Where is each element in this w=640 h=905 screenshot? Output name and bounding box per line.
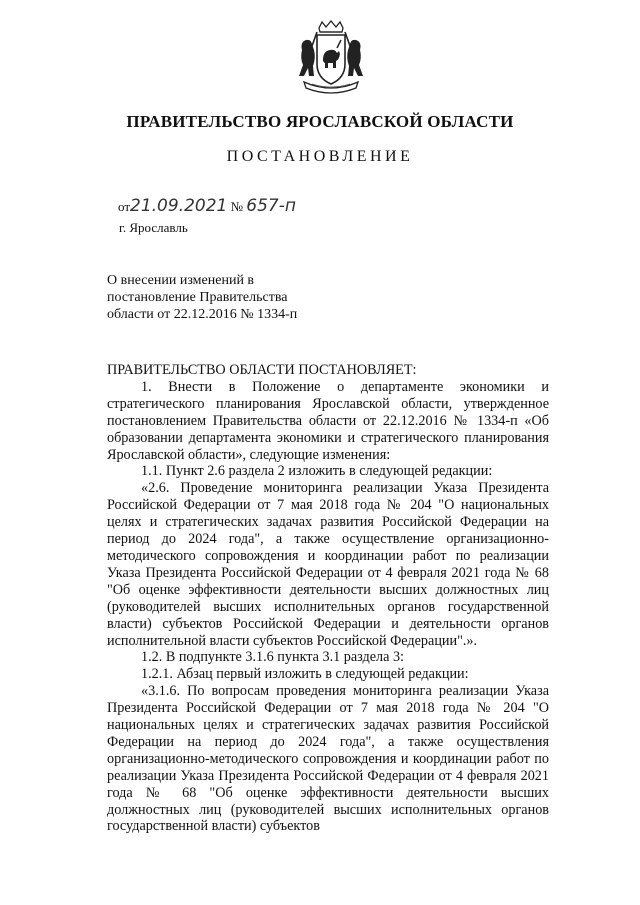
document-type: ПОСТАНОВЛЕНИЕ bbox=[226, 148, 414, 165]
body-paragraph: 1. Внести в Положение о департаменте экономики и стратегического планирования Ярославской области, утвержденное постановлением Правительства области от 22.12.2016 № 1334-п «Об образовании департамента экономики и стратегического планирования Ярославской области», следующие изменения: bbox=[107, 378, 549, 463]
coat-of-arms-icon bbox=[292, 20, 370, 94]
decree-heading: ПРАВИТЕЛЬСТВО ОБЛАСТИ ПОСТАНОВЛЯЕТ: bbox=[107, 362, 417, 378]
subject-line: постановление Правительства bbox=[107, 290, 288, 305]
document-body bbox=[107, 362, 549, 835]
body-paragraph: «2.6. Проведение мониторинга реализации Указа Президента Российской Федерации от 7 мая 2018 года № 204 "О национальных целях и стратегических задачах развития Российской Федерации на период до 2024 года", а также осуществление организационно-методического сопровождения и координации работ по реализации Указа Президента Российской Федерации от 4 февраля 2021 года № 68 "Об оценке эффективности деятельности высших должностных лиц (руководителей высших исполнительных органов государственной власти) субъектов Российской Федерации и деятельности органов исполнительной власти субъектов Российской Федерации".». bbox=[107, 480, 549, 649]
date-number-line bbox=[118, 196, 296, 216]
subject-line: О внесении изменений в bbox=[107, 273, 255, 288]
subject-line: области от 22.12.2016 № 1334-п bbox=[107, 307, 298, 322]
city: г. Ярославль bbox=[119, 220, 188, 235]
body-paragraph: 1.1. Пункт 2.6 раздела 2 изложить в следующей редакции: bbox=[141, 463, 493, 480]
document-date: 21.09.2021 bbox=[130, 196, 228, 216]
body-paragraph: 1.2. В подпункте 3.1.6 пункта 3.1 раздела 3: bbox=[141, 649, 404, 666]
document-subject bbox=[107, 272, 297, 323]
page-title: ПРАВИТЕЛЬСТВО ЯРОСЛАВСКОЙ ОБЛАСТИ bbox=[126, 112, 514, 131]
number-sign: № bbox=[230, 199, 244, 214]
date-prefix: от bbox=[118, 199, 131, 214]
body-paragraph: 1.2.1. Абзац первый изложить в следующей редакции: bbox=[141, 666, 469, 683]
document-number: 657-п bbox=[246, 196, 296, 216]
body-paragraph: «3.1.6. По вопросам проведения мониторинга реализации Указа Президента Российской Федерации от 7 мая 2018 года № 204 "О национальных целях и стратегических задачах развития Российской Федерации на период до 2024 года", а также осуществления организационно-методического сопровождения и координации работ по реализации Указа Президента Российской Федерации от 4 февраля 2021 года № 68 "Об оценке эффективности деятельности высших должностных лиц (руководителей высших исполнительных органов государственной власти) субъектов bbox=[107, 683, 549, 835]
